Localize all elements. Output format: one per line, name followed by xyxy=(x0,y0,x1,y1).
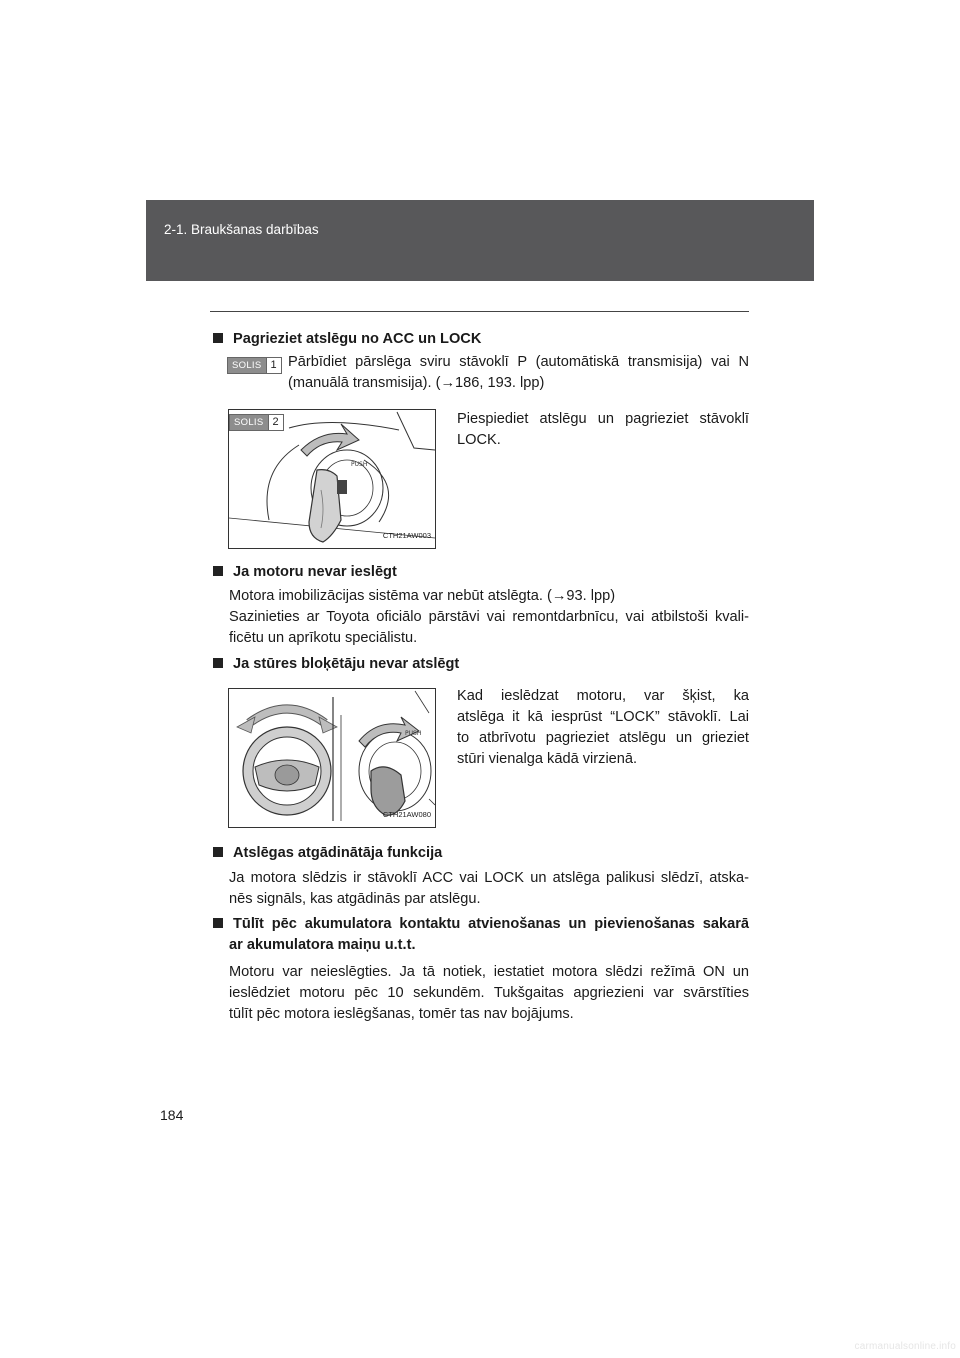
battery-line-2: ieslēdziet motoru pēc 10 sekundēm. Tukšgaitas apgriezieni var svārstīties xyxy=(229,985,749,1001)
page-number: 184 xyxy=(160,1107,184,1123)
reminder-line-1: Ja motora slēdzis ir stāvoklī ACC vai LOCK un atslēga palikusi slēdzī, atska- xyxy=(229,870,749,886)
square-bullet-icon xyxy=(213,658,223,668)
battery-heading-line-1: Tūlīt pēc akumulatora kontaktu atvienošanas un pievienošanas sakarā xyxy=(213,914,749,935)
step-1-line-1: Pārbīdiet pārslēga sviru stāvoklī P (automātiskā transmisija) vai N xyxy=(288,354,749,370)
reminder-line-2: nēs signāls, kas atgādinās par atslēgu. xyxy=(229,891,481,907)
push-label: PUSH xyxy=(351,461,368,468)
figure-code: CTH21AW003 xyxy=(382,531,431,540)
battery-line-1: Motoru var neieslēgties. Ja tā notiek, iestatiet motora slēdzi režīmā ON un xyxy=(229,964,749,980)
no-start-line-1: Motora imobilizācijas sistēma var nebūt atslēgta. (→93. lpp) xyxy=(229,588,616,604)
lock-heading: Pagrieziet atslēgu no ACC un LOCK xyxy=(213,329,481,350)
no-start-line-3: ficētu un aprīkotu speciālistu. xyxy=(229,630,418,646)
steering-wheel-figure xyxy=(228,688,436,828)
step-2-line-2: LOCK. xyxy=(457,432,501,448)
steering-lock-heading: Ja stūres bloķētāju nevar atslēgt xyxy=(213,654,459,675)
square-bullet-icon xyxy=(213,847,223,857)
square-bullet-icon xyxy=(213,333,223,343)
step-1-line-2: (manuālā transmisija). (→186, 193. lpp) xyxy=(288,375,545,391)
step-2-badge: SOLIS 2 xyxy=(229,414,284,431)
steering-lock-line-1: Kad ieslēdzat motoru, var šķist, ka xyxy=(457,688,749,704)
step-1-badge: SOLIS 1 xyxy=(227,357,282,374)
steering-lock-line-4: stūri vienalga kādā virzienā. xyxy=(457,751,638,767)
header-band xyxy=(146,200,814,281)
section-title: 2-1. Braukšanas darbības xyxy=(164,222,319,237)
push-label: PUSH xyxy=(405,730,422,737)
no-start-heading: Ja motoru nevar ieslēgt xyxy=(213,562,397,583)
top-rule xyxy=(210,311,749,312)
steering-lock-line-2: atslēga it kā iesprūst “LOCK” stāvoklī. Lai xyxy=(457,709,749,725)
battery-heading-line-2: ar akumulatora maiņu u.t.t. xyxy=(229,937,416,953)
battery-line-3: tūlīt pēc motora ieslēgšanas, tomēr tas nav bojājums. xyxy=(229,1006,574,1022)
steering-lock-line-3: to atbrīvotu pagrieziet atslēgu un grieziet xyxy=(457,730,749,746)
step-2-line-1: Piespiediet atslēgu un pagrieziet stāvoklī xyxy=(457,411,749,427)
square-bullet-icon xyxy=(213,566,223,576)
figure-code: CTH21AW080 xyxy=(382,810,431,819)
square-bullet-icon xyxy=(213,918,223,928)
watermark: carmanualsonline.info xyxy=(854,1341,956,1352)
no-start-line-2: Sazinieties ar Toyota oficiālo pārstāvi vai remontdarbnīcu, vai atbilstoši kvali- xyxy=(229,609,749,625)
reminder-heading: Atslēgas atgādinātāja funkcija xyxy=(213,843,442,864)
ignition-key-figure xyxy=(228,409,436,549)
